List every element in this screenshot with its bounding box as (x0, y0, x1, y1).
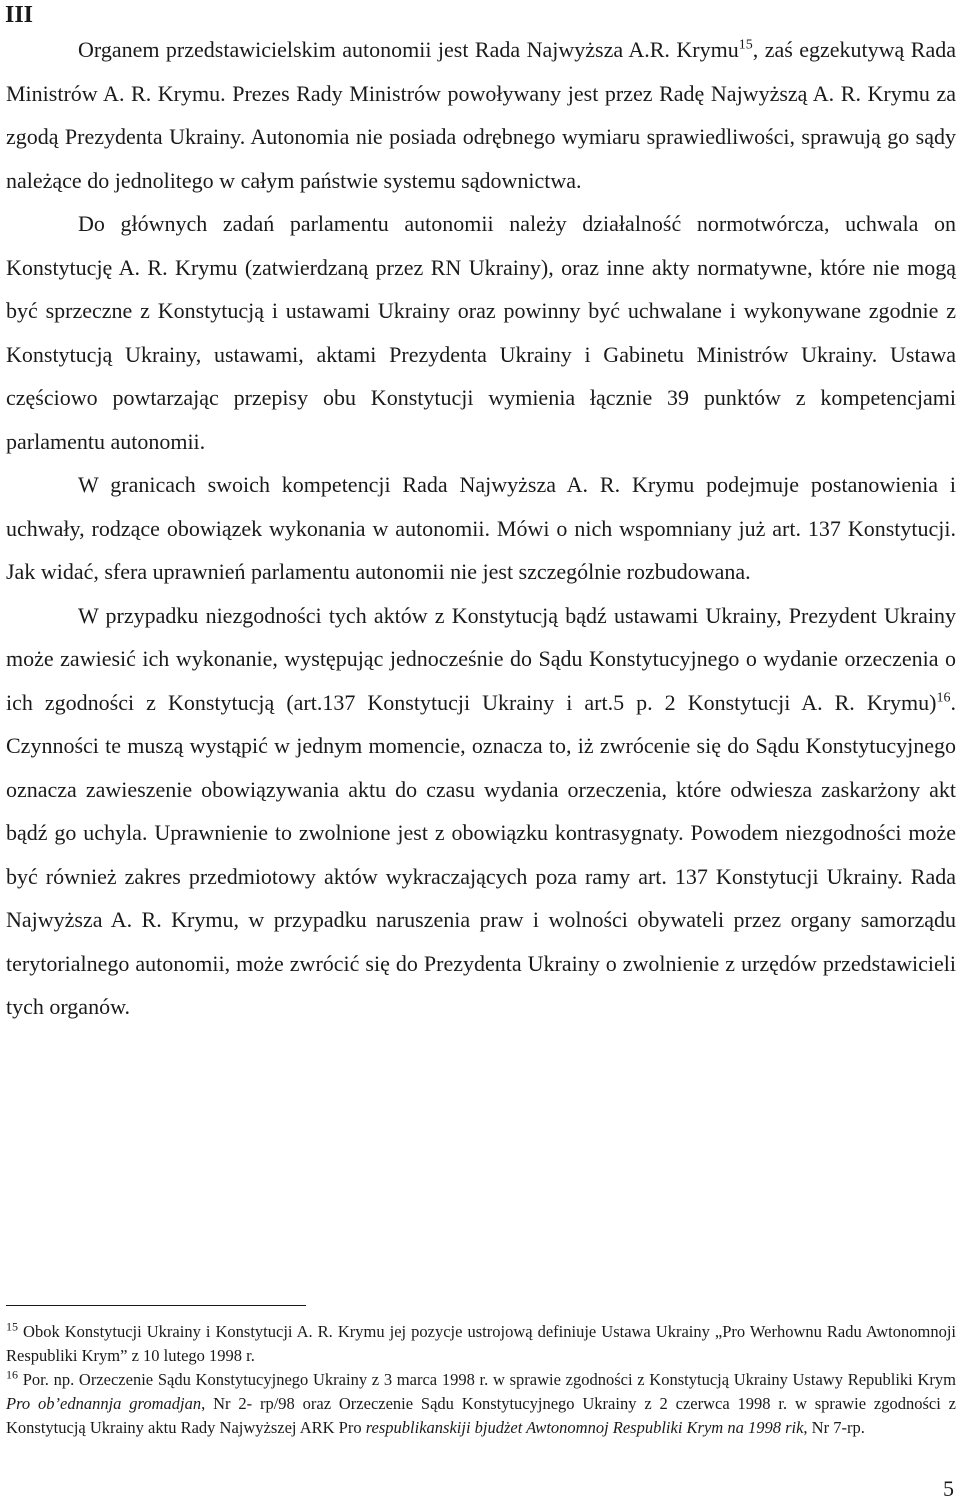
footnote-16-number: 16 (6, 1367, 18, 1382)
footnote-15-number: 15 (6, 1319, 18, 1334)
paragraph-4 (6, 594, 956, 1029)
footnote-15 (6, 1320, 956, 1368)
paragraph-2: Do głównych zadań parlamentu autonomii należy działalność normotwórcza, uchwala on Konstytucję A. R. Krymu (zatwierdzaną przez RN Ukrainy), oraz inne akty normatywne, które nie mogą być sprzeczne z Konstytucją i ustawami Ukrainy oraz powinny być uchwalane i wykonywane zgodnie z Konstytucją Ukrainy, ustawami, aktami Prezydenta Ukrainy i Gabinetu Ministrów Ukrainy. Ustawa częściowo powtarzając przepisy obu Konstytucji wymienia łącznie 39 punktów z kompetencjami parlamentu autonomii. (6, 211, 956, 454)
footnote-16-title-2: respublikanskiji bjudżet Awtonomnoj Respubliki Krym na 1998 rik (365, 1418, 804, 1437)
paragraph-4-text-a: W przypadku niezgodności tych aktów z Konstytucją bądź ustawami Ukrainy, Prezydent Ukrainy może zawiesić ich wykonanie, występując jednocześnie do Sądu Konstytucyjnego o wydanie orzeczenia o ich zgodności z Konstytucją (art.137 Konstytucji Ukrainy i art.5 p. 2 Konstytucji A. R. Krymu) (6, 602, 956, 715)
paragraph-1 (6, 28, 956, 202)
footnote-16 (6, 1368, 956, 1440)
footnote-ref-16: 16 (936, 690, 951, 706)
paragraph-1-text-a: Organem przedstawicielskim autonomii jest Rada Najwyższa A.R. Krymu (78, 37, 739, 62)
body-text (6, 28, 956, 1029)
paragraph-1-text-b: , zaś egzekutywą Rada Ministrów A. R. Krymu. Prezes Rady Ministrów powoływany jest przez Radę Najwyższą A. R. Krymu za zgodą Prezydenta Ukrainy. Autonomia nie posiada odrębnego wymiaru sprawiedliwości, sprawują go sądy należące do jednolitego w całym państwie systemu sądownictwa. (6, 37, 956, 193)
footnote-16-text-3: , Nr 7-rp. (803, 1418, 865, 1437)
footnote-16-title-1: Pro ob’ednannja gromadjan (6, 1394, 202, 1413)
page-number: 5 (943, 1476, 954, 1501)
paragraph-3: W granicach swoich kompetencji Rada Najwyższa A. R. Krymu podejmuje postanowienia i uchwały, rodzące obowiązek wykonania w autonomii. Mówi o nich wspomniany już art. 137 Konstytucji. Jak widać, sfera uprawnień parlamentu autonomii nie jest szczególnie rozbudowana. (6, 472, 956, 584)
footnote-16-text-1: Por. np. Orzeczenie Sądu Konstytucyjnego Ukrainy z 3 marca 1998 r. w sprawie zgodności z Konstytucją Ukrainy Ustawy Republiki Krym (18, 1370, 956, 1389)
section-heading: III (5, 2, 34, 28)
paragraph-4-text-b: . Czynności te muszą wystąpić w jednym momencie, oznacza to, iż zwrócenie się do Sądu Konstytucyjnego oznacza zawieszenie obowiązywania aktu do czasu wydania orzeczenia, które odwiesza zaskarżony akt bądź go uchyla. Uprawnienie to zwolnione jest z obowiązku kontrasygnaty. Powodem niezgodności może być również zakres przedmiotowy aktów wykraczających poza ramy art. 137 Konstytucji Ukrainy. Rada Najwyższa A. R. Krymu, w przypadku naruszenia praw i wolności obywateli przez organy samorządu terytorialnego autonomii, może zwrócić się do Prezydenta Ukrainy o zwolnienie z urzędów przedstawicieli tych organów. (6, 689, 956, 1019)
footnote-16-text-2: , Nr 2- rp/98 oraz Orzeczenie Sądu Konstytucyjnego Ukrainy z 2 czerwca 1998 r. w sprawie zgodności z Konstytucją Ukrainy aktu Rady Najwyższej ARK Pro (6, 1394, 956, 1437)
footnotes (6, 1320, 956, 1440)
footnote-separator (6, 1305, 306, 1306)
footnote-ref-15: 15 (738, 37, 753, 53)
footnote-15-text: Obok Konstytucji Ukrainy i Konstytucji A. R. Krymu jej pozycje ustrojową definiuje Ustawa Ukrainy „Pro Werhownu Radu Awtonomnoji Respubliki Krym” z 10 lutego 1998 r. (6, 1322, 956, 1365)
